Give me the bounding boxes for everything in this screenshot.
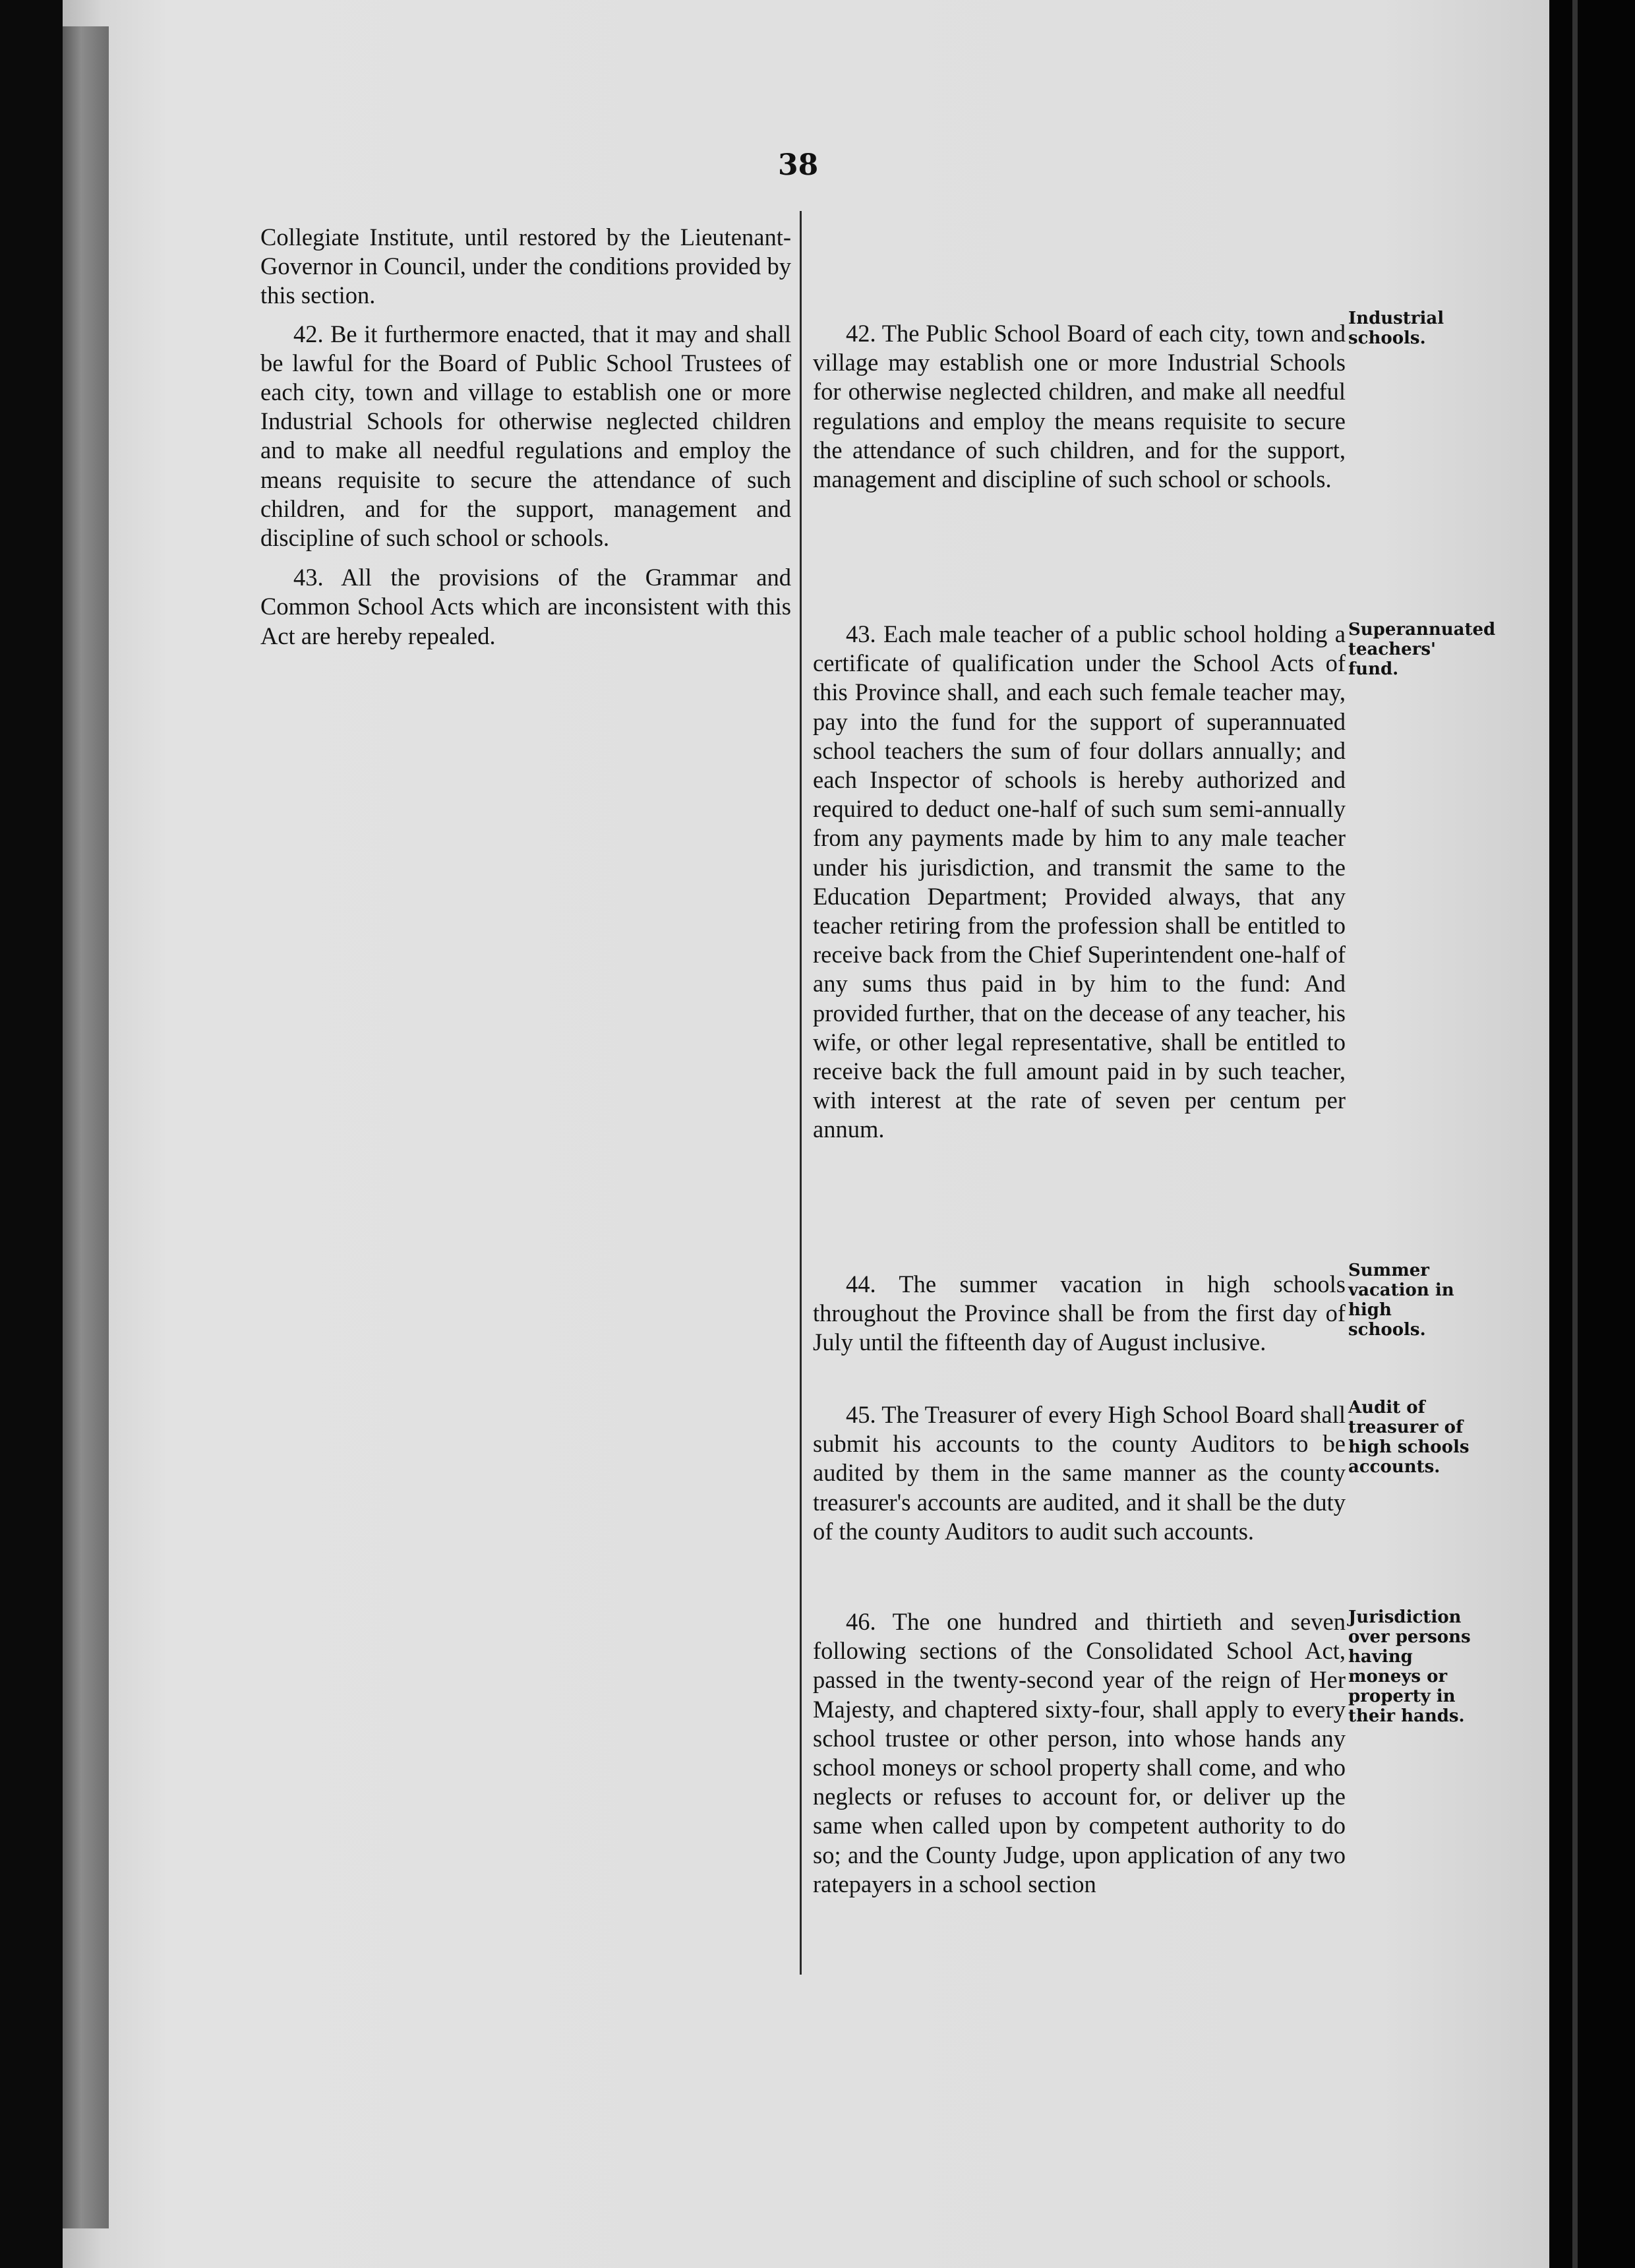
right-section-44-text: 44. The summer vacation in high schools throughout the Province shall be from the first day of July until the fifteenth day of August inclusive. [813,1270,1346,1356]
right-section-43-text: 43. Each male teacher of a public school holding a certificate of qualification under the School Acts of this Province shall, and each such female teacher may, pay into the fund for the support of superannuated school teachers the sum of four dollars annually; and each Inspector of schools is hereby authorized and required to deduct one-half of such sum semi-annually from any payments made by him to any male teacher under his jurisdiction, and transmit the same to the Education Department; Provided always, that any teacher retiring from the profession shall be entitled to receive back from the Chief Superintendent one-half of any sums thus paid in by him to the fund: And provided further, that on the decease of any teacher, his wife, or other legal representative, shall be entitled to receive back the full amount paid in by such teacher, with interest at the rate of seven per centum per annum. [813,620,1346,1143]
margin-note-audit: Audit of treasurer of high schools accounts. [1348,1398,1470,1477]
right-section-46 [813,1607,1346,1899]
page-number: 38 [778,148,819,182]
right-section-46-text: 46. The one hundred and thirtieth and seven following sections of the Consolidated School Act, passed in the twenty-second year of the reign of Her Majesty, and chaptered sixty-four, shall apply to every school trustee or other person, into whose hands any school moneys or school property shall come, and who neglects or refuses to account for, or deliver up the same when called upon by competent authority to do so; and the County Judge, upon application of any two ratepayers in a school section [813,1608,1346,1897]
right-section-42-text: 42. The Public School Board of each city, town and village may establish one or more Industrial Schools for otherwise neglected children, and make all needful regulations and employ the means requisite to secure the attendance of such children, and for the support, management and discipline of such school or schools. [813,320,1346,493]
left-section-42: 42. Be it furthermore enacted, that it may and shall be lawful for the Board of Public School Trustees of each city, town and village to establish one or more Industrial Schools for otherwise neglected children and to make all needful regulations and employ the means requisite to secure the attendance of such children, and for the support, management and discipline of such school or schools. [260,320,791,552]
left-section-43: 43. All the provisions of the Grammar and Common School Acts which are inconsistent with this Act are hereby repealed. [260,564,791,649]
book-spine [63,26,109,2228]
right-section-45 [813,1400,1346,1546]
right-section-44 [813,1270,1346,1358]
right-section-45-text: 45. The Treasurer of every High School Board shall submit his accounts to the county Auditors to be audited by them in the same manner as the county treasurer's accounts are audited, and it shall be the duty of the county Auditors to audit such accounts. [813,1401,1346,1545]
right-section-42 [813,319,1346,494]
margin-note-vacation: Summer vacation in high schools. [1348,1261,1454,1340]
scan-edge-line [1572,0,1578,2268]
margin-note-superannuated: Superannuated teachers' fund. [1348,620,1496,679]
right-section-43 [813,620,1346,1145]
left-column [260,223,791,651]
margin-note-industrial: Industrial schools. [1348,309,1444,348]
column-divider [800,211,802,1975]
margin-note-jurisdiction: Jurisdiction over persons having moneys or property in their hands. [1348,1607,1471,1726]
left-continuation: Collegiate Institute, until restored by the Lieutenant-Governor in Council, under the conditions provided by this section. [260,224,791,309]
scan-edge [1549,0,1635,2268]
